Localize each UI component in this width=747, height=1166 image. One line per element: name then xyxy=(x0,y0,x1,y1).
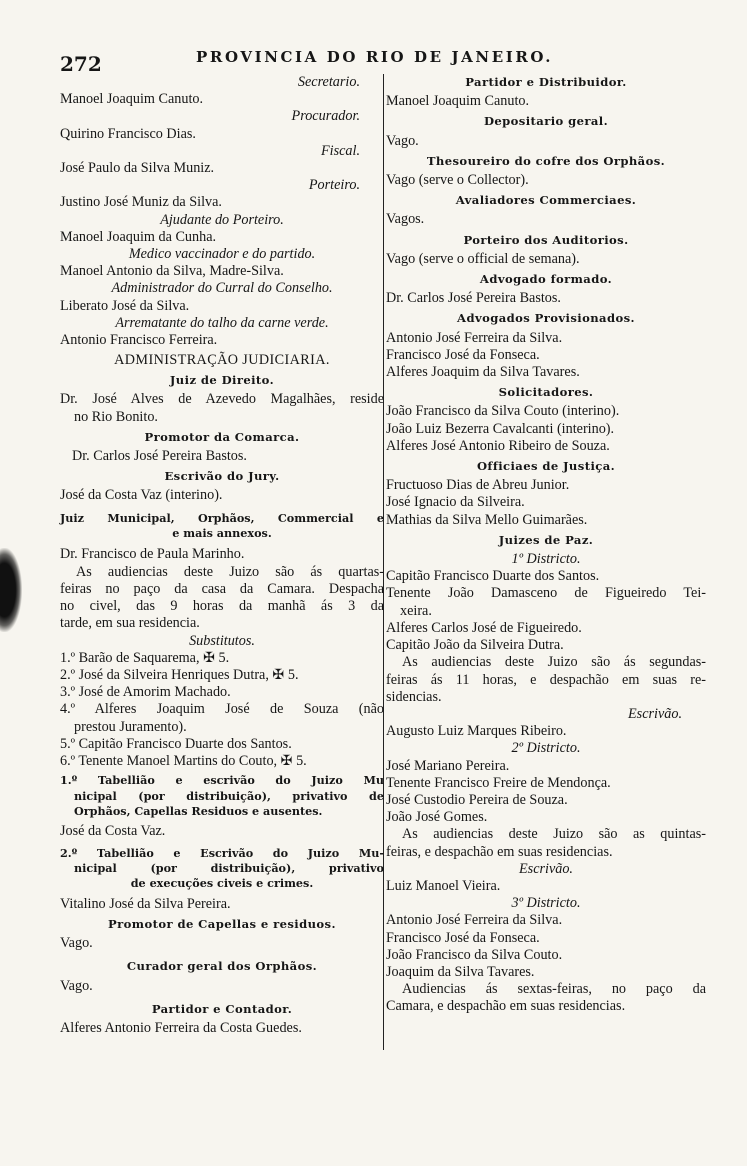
districto-3-juiz-3: João Francisco da Silva Couto. xyxy=(386,946,563,963)
tabelliao-1-heading-2: nicipal (por distribuição), privativo de xyxy=(74,788,384,803)
districto-1-juiz-4: Capitão João da Silveira Dutra. xyxy=(386,637,564,654)
substituto-4-line-2: prestou Juramento). xyxy=(74,718,187,735)
curral-name: Liberato José da Silva. xyxy=(60,297,190,314)
solicitadores-heading: Solicitadores. xyxy=(498,385,594,400)
official-justica-1: Fructuoso Dias de Abreu Junior. xyxy=(386,477,570,494)
districto-2-juiz-4: João José Gomes. xyxy=(386,809,488,826)
procurador-name: Quirino Francisco Dias. xyxy=(60,125,196,142)
tabelliao-2-name: Vitalino José da Silva Pereira. xyxy=(60,895,231,912)
advogado-formado-heading: Advogado formado. xyxy=(479,272,613,287)
left-column xyxy=(60,74,384,1037)
districto-2-escrivao-label: Escrivão. xyxy=(519,860,573,877)
promotor-name: Dr. Carlos José Pereira Bastos. xyxy=(72,448,247,465)
districto-1-audiencias-2: feiras ás 11 horas, e despachão em suas re- xyxy=(386,671,706,688)
advogado-provisionado-1: Antonio José Ferreira da Silva. xyxy=(386,329,563,346)
advogado-formado-name: Dr. Carlos José Pereira Bastos. xyxy=(386,290,561,307)
districto-3-label: 3º Districto. xyxy=(511,895,581,912)
porteiro-label: Porteiro. xyxy=(308,177,360,194)
districto-3-juiz-1: Antonio José Ferreira da Silva. xyxy=(386,912,563,929)
juiz-municipal-heading-2: e mais annexos. xyxy=(172,526,272,541)
substituto-1: 1.º Barão de Saquarema, ✠ 5. xyxy=(60,649,230,666)
districto-2-audiencias-1: As audiencias deste Juizo são as quintas- xyxy=(402,826,706,843)
districto-2-escrivao-name: Luiz Manoel Vieira. xyxy=(386,877,501,894)
admin-judiciaria-title: ADMINISTRAÇÃO JUDICIARIA. xyxy=(114,352,330,369)
officiaes-justica-heading: Officiaes de Justiça. xyxy=(476,459,616,474)
ajudante-label: Ajudante do Porteiro. xyxy=(160,211,284,228)
tabelliao-2-heading-3: de execuções civeis e crimes. xyxy=(130,876,314,891)
tabelliao-1-name: José da Costa Vaz. xyxy=(60,823,166,840)
promotor-heading: Promotor da Comarca. xyxy=(144,429,300,444)
juiz-municipal-heading-1: Juiz Municipal, Orphãos, Commercial e xyxy=(60,510,384,525)
partidor-distribuidor-heading: Partidor e Distribuidor. xyxy=(465,75,627,89)
fiscal-label: Fiscal. xyxy=(320,142,360,159)
juiz-municipal-audiencias-4: tarde, em sua residencia. xyxy=(60,615,200,632)
secretario-name: Manoel Joaquim Canuto. xyxy=(60,91,204,108)
medico-name: Manoel Antonio da Silva, Madre-Silva. xyxy=(60,263,284,280)
right-column xyxy=(386,74,706,1016)
districto-2-juiz-1: José Mariano Pereira. xyxy=(386,757,510,774)
juiz-municipal-audiencias-2: feiras no paço da casa da Camara. Despacha xyxy=(60,580,384,597)
thesoureiro-heading: Thesoureiro do cofre dos Orphãos. xyxy=(426,153,666,168)
districto-1-juiz-2-line-2: xeira. xyxy=(400,602,432,619)
ajudante-name: Manoel Joaquim da Cunha. xyxy=(60,228,217,245)
juiz-direito-line-2: no Rio Bonito. xyxy=(74,408,158,425)
districto-3-audiencias-2: Camara, e despachão em suas residencias. xyxy=(386,998,626,1015)
escrivao-jury-name: José da Costa Vaz (interino). xyxy=(60,487,223,504)
districto-3-audiencias-1: Audiencias ás sextas-feiras, no paço da xyxy=(402,981,706,998)
porteiro-auditorios-value: Vago (serve o official de semana). xyxy=(386,250,580,267)
districto-2-audiencias-2: feiras, e despachão em suas residencias. xyxy=(386,843,613,860)
advogado-provisionado-2: Francisco José da Fonseca. xyxy=(386,346,540,363)
talho-label: Arrematante do talho da carne verde. xyxy=(115,314,329,331)
thesoureiro-value: Vago (serve o Collector). xyxy=(386,172,529,189)
juizes-paz-heading: Juizes de Paz. xyxy=(498,532,594,547)
advogados-provisionados-heading: Advogados Provisionados. xyxy=(457,311,635,326)
partidor-contador-name: Alferes Antonio Ferreira da Costa Guedes. xyxy=(60,1019,302,1036)
juiz-municipal-audiencias-3: no civel, das 9 horas da manhã ás 3 da xyxy=(60,598,384,615)
talho-name: Antonio Francisco Ferreira. xyxy=(60,332,218,349)
districto-3-juiz-4: Joaquim da Silva Tavares. xyxy=(386,963,535,980)
substituto-3: 3.º José de Amorim Machado. xyxy=(60,684,231,701)
substitutos-label: Substitutos. xyxy=(189,632,255,649)
districto-1-escrivao-name: Augusto Luiz Marques Ribeiro. xyxy=(386,723,567,740)
juiz-municipal-audiencias-1: As audiencias deste Juizo são ás quartas- xyxy=(76,563,384,580)
promotor-capellas-value: Vago. xyxy=(60,935,93,952)
tabelliao-1-heading-3: Orphãos, Capellas Residuos e ausentes. xyxy=(74,803,323,818)
substituto-6: 6.º Tenente Manoel Martins do Couto, ✠ 5. xyxy=(60,752,307,769)
medico-label: Medico vaccinador e do partido. xyxy=(128,246,316,263)
official-justica-3: Mathias da Silva Mello Guimarães. xyxy=(386,511,588,528)
porteiro-name: Justino José Muniz da Silva. xyxy=(60,194,222,211)
districto-2-label: 2º Districto. xyxy=(511,740,581,757)
running-head: PROVINCIA DO RIO DE JANEIRO. xyxy=(196,48,554,66)
substituto-2: 2.º José da Silveira Henriques Dutra, ✠ 5. xyxy=(60,666,299,683)
districto-1-escrivao-label: Escrivão. xyxy=(628,705,682,722)
curador-heading: Curador geral dos Orphãos. xyxy=(126,959,318,974)
districto-1-audiencias-1: As audiencias deste Juizo são ás segundas- xyxy=(402,654,706,671)
page-number: 272 xyxy=(60,52,102,76)
juiz-municipal-name: Dr. Francisco de Paula Marinho. xyxy=(60,546,245,563)
fiscal-name: José Paulo da Silva Muniz. xyxy=(60,160,215,177)
secretario-label: Secretario. xyxy=(297,74,360,90)
procurador-label: Procurador. xyxy=(291,108,360,125)
districto-2-juiz-3: José Custodio Pereira de Souza. xyxy=(386,791,568,808)
curador-value: Vago. xyxy=(60,977,93,994)
official-justica-2: José Ignacio da Silveira. xyxy=(386,494,525,511)
districto-3-juiz-2: Francisco José da Fonseca. xyxy=(386,929,540,946)
juiz-direito-heading: Juiz de Direito. xyxy=(169,373,275,388)
promotor-capellas-heading: Promotor de Capellas e residuos. xyxy=(108,916,336,931)
curral-label: Administrador do Curral do Conselho. xyxy=(111,280,333,297)
solicitador-2: João Luiz Bezerra Cavalcanti (interino). xyxy=(386,420,615,437)
advogado-provisionado-3: Alferes Joaquim da Silva Tavares. xyxy=(386,364,580,381)
substituto-4-line-1: 4.º Alferes Joaquim José de Souza (não xyxy=(60,701,384,718)
ink-blot xyxy=(0,548,22,632)
tabelliao-2-heading-1: 2.º Tabellião e Escrivão do Juizo Mu- xyxy=(60,845,384,860)
districto-2-juiz-2: Tenente Francisco Freire de Mendonça. xyxy=(386,774,611,791)
avaliadores-heading: Avaliadores Commerciaes. xyxy=(455,193,637,208)
districto-1-audiencias-3: sidencias. xyxy=(386,688,442,705)
partidor-distribuidor-name: Manoel Joaquim Canuto. xyxy=(386,93,530,110)
districto-1-juiz-2-line-1: Tenente João Damasceno de Figueiredo Tei- xyxy=(386,585,706,602)
partidor-contador-heading: Partidor e Contador. xyxy=(151,1001,293,1016)
tabelliao-2-heading-2: nicipal (por distribuição), privativo xyxy=(74,860,384,875)
districto-1-juiz-3: Alferes Carlos José de Figueiredo. xyxy=(386,619,582,636)
juiz-direito-line-1: Dr. José Alves de Azevedo Magalhães, reside xyxy=(60,391,384,408)
solicitador-1: João Francisco da Silva Couto (interino). xyxy=(386,403,620,420)
depositario-value: Vago. xyxy=(386,132,419,149)
substituto-5: 5.º Capitão Francisco Duarte dos Santos. xyxy=(60,735,292,752)
districto-1-label: 1º Districto. xyxy=(511,551,581,568)
avaliadores-value: Vagos. xyxy=(386,211,425,228)
escrivao-jury-heading: Escrivão do Jury. xyxy=(164,469,280,484)
solicitador-3: Alferes José Antonio Ribeiro de Souza. xyxy=(386,437,610,454)
districto-1-juiz-1: Capitão Francisco Duarte dos Santos. xyxy=(386,568,600,585)
depositario-heading: Depositario geral. xyxy=(483,114,609,129)
tabelliao-1-heading-1: 1.º Tabellião e escrivão do Juizo Mu xyxy=(60,773,384,788)
porteiro-auditorios-heading: Porteiro dos Auditorios. xyxy=(463,232,629,247)
